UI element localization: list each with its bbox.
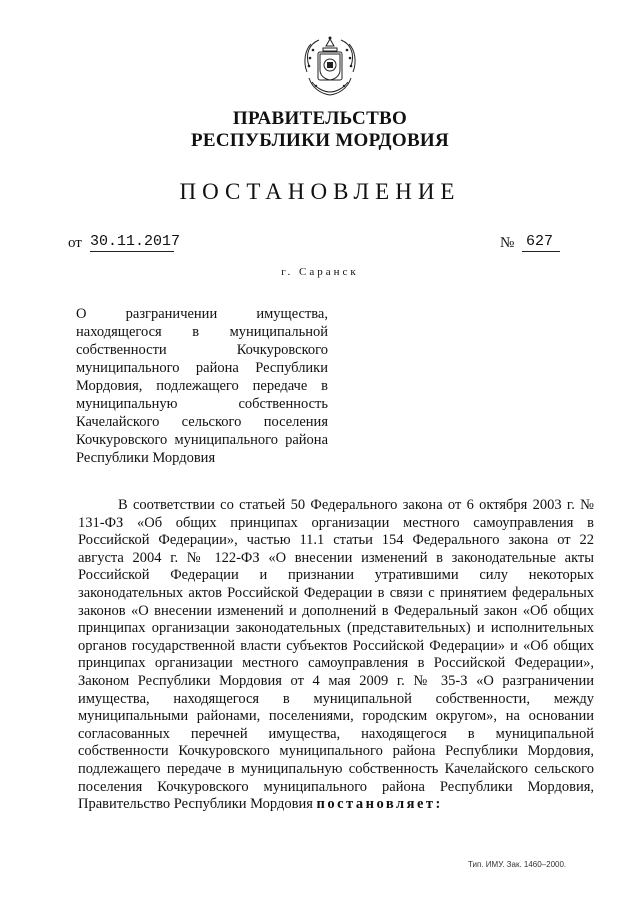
document-body: [78, 497, 594, 814]
document-number: 627: [522, 233, 560, 252]
document-type: ПОСТАНОВЛЕНИЕ: [179, 179, 461, 204]
printer-note: Тип. ИМУ. Зак. 1460–2000.: [468, 860, 567, 869]
body-paragraph: В соответствии со статьей 50 Федерального закона от 6 октября 2003 г. № 131-ФЗ «Об общих принципах организации местного самоуправления в Российской Федерации», частью 11.1 статьи 154 Федерального закона от 22 августа 2004 г. № 122-ФЗ «О внесении изменений в законодательные акты Российской Федерации и признании утратившими силу некоторых законодательных актов Российской Федерации в связи с принятием федеральных законов «О внесении изменений и дополнений в Федеральный закон «Об общих принципах организации законодательных (представительных) и исполнительных органов государственной власти субъектов Российской Федерации» и «Об общих принципах организации местного самоуправления в Российской Федерации», Законом Республики Мордовия от 4 мая 2009 г. № 35-З «О разграничении имущества, находящегося в муниципальной собственности, между муниципальными районами, поселениями, городским округом», на основании согласованных перечней имущества, находящегося в муниципальной собственности Кочкуровского муниципального района Республики Мордовия, подлежащего передаче в муниципальную собственность Качелайского сельского поселения Кочкуровского муниципального района Республики Мордовия, Правительство Республики Мордовия: [78, 497, 594, 813]
resolution-keyword: постановляет:: [316, 796, 443, 813]
city-label: г. Саранск: [281, 266, 359, 278]
organization-title: ПРАВИТЕЛЬСТВО: [232, 108, 408, 129]
number-prefix: №: [500, 235, 515, 251]
organization-subtitle: РЕСПУБЛИКИ МОРДОВИЯ: [190, 130, 450, 151]
document-subject: О разграничении имущества, находящегося в муниципальной собственности Кочкуровского муниципального района Республики Мордовия, подлежащего передаче в муниципальную собственность Качелайского сельского поселения Кочкуровского муниципального района Республики Мордовия: [76, 306, 328, 466]
coat-of-arms-icon: [299, 32, 361, 98]
document-date: 30.11.2017: [90, 233, 181, 250]
date-prefix: от: [68, 235, 82, 251]
